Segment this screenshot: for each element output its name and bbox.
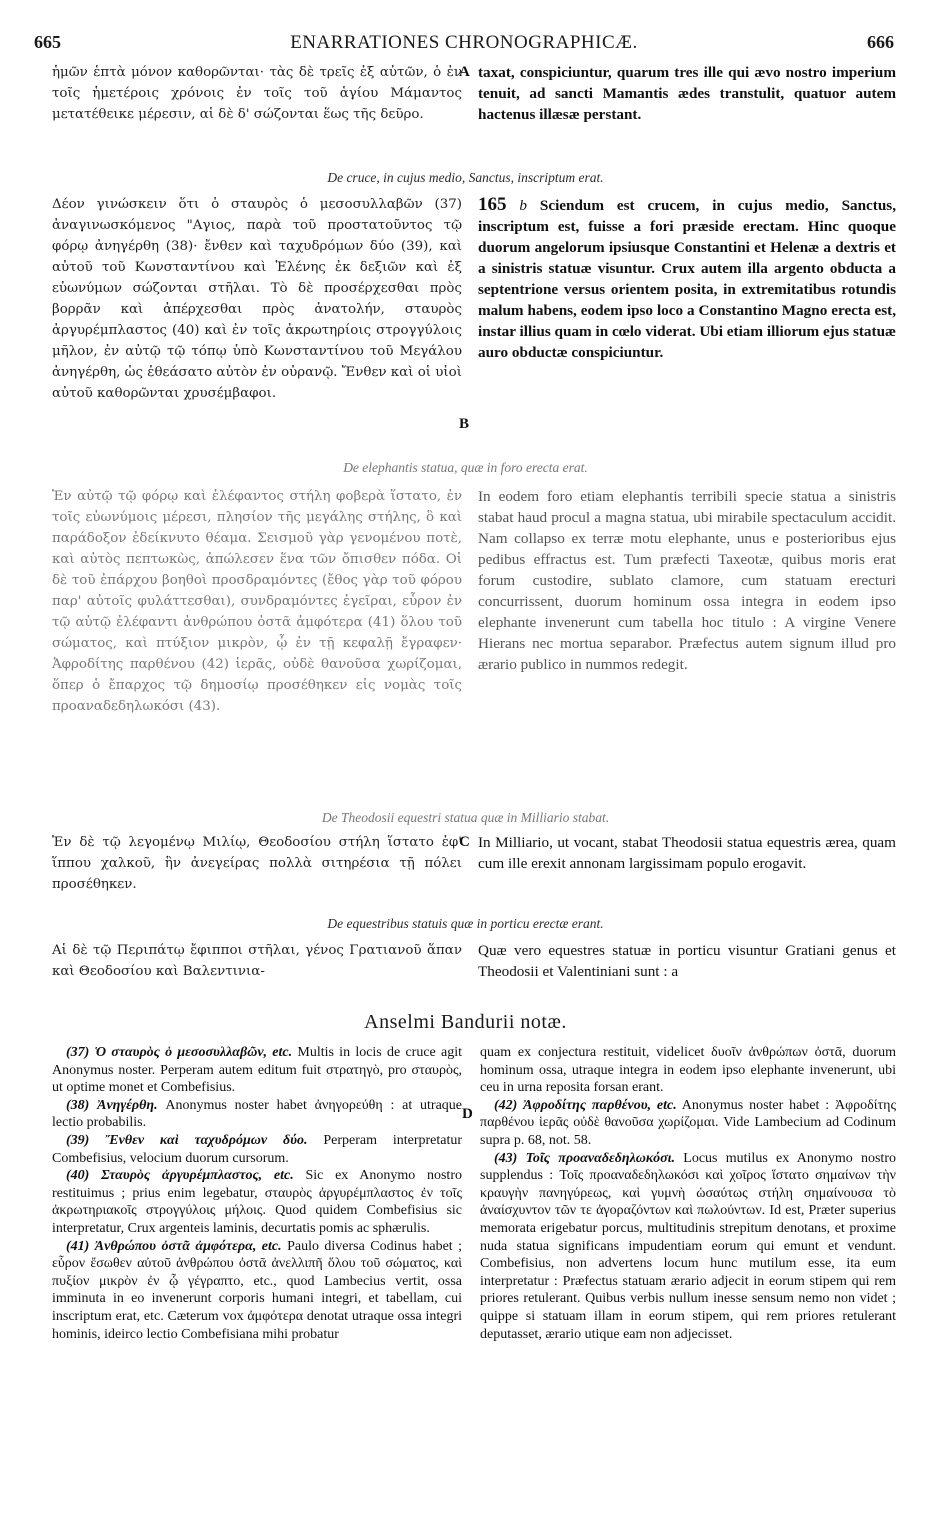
note-text: quam ex conjectura restituit, videlicet δυοῖν ἀνθρώπων ὀστᾶ, duorum hominum ossa, utraque integra in eodem ipso elephante invenerunt, ubi ceu in urna reposita forsan erant. (480, 1045, 896, 1096)
note-41-continued (480, 1044, 896, 1097)
section-heading-theodosius: De Theodosii equestri statua quæ in Milliario stabat. (321, 810, 610, 825)
note-39 (52, 1132, 462, 1167)
margin-letter-a: A (459, 64, 470, 80)
passage3-latin: In eodem foro etiam elephantis terribili specie statua a sinistris stabat haud procul a magna statua, ubi mirabile spectaculum accidit. Nam collapso ex terræ motu elephante, unus e posterioribus ejus pedibus effractus est. Tum præfecti Taxeotæ, quibus moris erat forum custodire, sublato clamore, cum statuam erecturi concurrissent, duorum hominum ossa integra in eodem ipso elephante invenerunt cum tabella hoc titulo : A virgine Venere Hierans nec mortua separabor. Præfectus autem signum illud pro ærario publico in nummos redegit. (478, 488, 896, 673)
note-text: Perperam interpretatur Combefisius, velocium duorum cursorum. (52, 1132, 463, 1166)
section-heading-porticus: De equestribus statuis quæ in porticu erectæ erant. (327, 916, 604, 931)
note-label: (43) Τοῖς προαναδεδηλωκόσι. (494, 1150, 676, 1166)
running-title: ENARRATIONES CHRONOGRAPHICÆ. (290, 32, 638, 53)
note-text: Anonymus noster habet ἀνηγορεύθη : at utraque lectio probabilis. (52, 1097, 462, 1131)
note-text: Sic ex Anonymo nostro restituimus ; prius enim legebatur, σταυρὸς ἀργυρέμπλαστος ἐν τοῖς ἀκρωτηριακοῖς στρογγύλοις μήλοις. Quod quidem Combefisius sic interpretatur, Crux argenteis laminis, decurtatis pomis ac sphærulis. (52, 1168, 462, 1236)
passage1-greek: ἡμῶν ἑπτὰ μόνον καθορῶνται· τὰς δὲ τρεῖς ἐξ αὐτῶν, ὁ ἐν τοῖς ἡμετέροις χρόνοις ἐν τοῖς τοῦ ἁγίου Μάμαντος μετατέθεικε μέρεσιν, αἱ δὲ δ' σώζονται ἕως τῆς δεῦρο. (52, 65, 462, 122)
note-41 (52, 1238, 462, 1344)
note-text: Paulo diversa Codinus habet ; εὗρον ἔσωθεν αὐτοῦ ἀνθρώπου ὀστᾶ ἀνελλιπῆ ὅλου τοῦ σώματος, καὶ πυξίον μικρὸν ἐν ᾧ γέγραπτο, etc., quod Lambecius vertit, ossa imminuta in eo invenerunt corporis humani integri, et tabellam, cui inscriptum erat, etc. Cæterum vox ἀμφότερα denotat utraque ossa integri hominis, ideirco lectio Combefisiana mihi probatur (52, 1238, 463, 1342)
note-label: (40) Σταυρὸς ἀργυρέμπλαστος, etc. (66, 1168, 294, 1184)
note-40 (52, 1167, 462, 1237)
passage2-latin: Sciendum est crucem, in cujus medio, Sanctus, inscriptum est, fuisse a fori præside erectam. Hinc quoque duorum angelorum ipsiusque Constantini et Helenæ a dextris et a sinistris statuæ visuntur. Crux autem illa argento obducta a septentrione versus orientem posita, in extremitatibus rotundis malum habens, eodem ipso loco a Constantino Magno erecta est, instar illius quam in cœlo viderat. Ubi etiam illiorum ejus statuæ auro obductæ conspiciuntur. (478, 197, 897, 361)
note-37 (52, 1044, 462, 1097)
note-label: (38) Ἀνηγέρθη. (66, 1097, 158, 1113)
note-text: Anonymus noster habet : Ἀφροδίτης παρθένου ἱερᾶς οὐδὲ θανοῦσα χωρίζομαι. Vide Lambecium ad Codinum supra p. 68, not. 58. (480, 1097, 896, 1148)
note-label: (42) Ἀφροδίτης παρθένου, etc. (494, 1097, 677, 1113)
note-text: Locus mutilus ex Anonymo nostro supplendus : Τοῖς προαναδεδηλωκόσι καὶ χοῖρος ἵστατο σημαίνων τὴν κραυγὴν πανηγύρεως, καὶ γυμνὴ ὡσαύτως στήλη σημαίνουσα τὸ ἀναίσχυντον τῶν τε ἀγοραζόντων καὶ πωλούντων. Id est, Præter superius memorata erigebatur porcus, multitudinis strepitum denotans, et proxime nuda statua significans impudentiam eorum qui emunt et vendunt. Combefisius, non advertens locum hunc mutilum esse, ita eum interpretatur : Præfectus statuam ærario adjecit in eorum stipem qui rem priores retulerant. Quibus verbis nullum inesse sensum nemo non videt ; quippe si statuam illam in eorum stipem, qui rem priores retulerant deputasset, ærario utique eam non adjecisset. (480, 1150, 896, 1342)
note-42 (480, 1097, 896, 1150)
notes-right-column (480, 1044, 896, 1343)
passage1-latin: taxat, conspiciuntur, quarum tres ille qui ævo nostro imperium tenuit, ad sancti Mamantis ædes transtulit, quatuor autem hactenus illæsæ perstant. (478, 64, 896, 123)
passage3-greek: Ἐν αὐτῷ τῷ φόρῳ καὶ ἐλέφαντος στήλη φοβερὰ ἵστατο, ἐν τοῖς εὐωνύμοις μέρεσι, πλησίον τῆς μεγάλης στήλης, ὃ καὶ παράδοξον ἐδείκνυτο θέαμα. Σεισμοῦ γὰρ γενομένου ποτὲ, καὶ αὐτὸς πεπτωκὼς, ἀπώλεσεν ἕνα τῶν ὄπισθεν πόδα. Οἱ δὲ τοῦ ἐπάρχου βοηθοὶ προσδραμόντες (ἔθος γὰρ τοῦ φόρου παρ' αὐτοῖς φυλάττεσθαι), συνδραμόντες ἐγεῖραι, εὗρον ἐν τῷ αὐτῷ ἐλέφαντι ἀνθρώπου ὀστᾶ ἀμφότερα (41) ὅλου τοῦ σώματος, καὶ πτύξιον μικρὸν, ᾧ ἐν τῇ κεφαλῇ ἔγραφεν· Ἀφροδίτης παρθένου (42) ἱερᾶς, οὐδὲ θανοῦσα χωρίζομαι, ὅπερ ὁ ἔπαρχος τῷ δημοσίῳ προσέθηκεν εἰς νομὰς τοῖς προαναδεδηλωκόσι (43). (52, 489, 462, 714)
margin-letter-d: D (462, 1106, 473, 1122)
notes-left-column (52, 1044, 462, 1343)
note-38 (52, 1097, 462, 1132)
notes-title: Anselmi Bandurii notæ. (364, 1011, 567, 1033)
margin-letter-c: C (459, 834, 470, 850)
page-number-left: 665 (34, 32, 61, 52)
note-label: (41) Ἀνθρώπου ὀστᾶ ἀμφότερα, etc. (66, 1238, 282, 1254)
page-header (34, 32, 894, 58)
page-number-right: 666 (867, 32, 894, 52)
column-number: 165 (478, 194, 507, 215)
passage5-greek: Αἱ δὲ τῷ Περιπάτῳ ἔφιπποι στῆλαι, γένος Γρατιανοῦ ἅπαν καὶ Θεοδοσίου καὶ Βαλεντινια- (52, 943, 462, 979)
passage2-latin-block (478, 194, 896, 363)
passage4-greek: Ἐν δὲ τῷ λεγομένῳ Μιλίῳ, Θεοδοσίου στήλη ἵστατο ἐφ' ἵππου χαλκοῦ, ἣν ἀνεγείρας πολλὰ σιτηρέσια τῇ πόλει προσέθηκεν. (52, 835, 462, 892)
note-43 (480, 1150, 896, 1344)
note-text: Multis in locis de cruce agit Anonymus noster. Perperam autem editum fuit στρατηγὸ, pro σταυρὸς, ut optime monet et Combefisius. (52, 1045, 462, 1096)
margin-letter-b: B (459, 416, 470, 432)
section-heading-elephant: De elephantis statua, quæ in foro erecta erat. (343, 460, 588, 475)
note-label: (39) Ἔνθεν καὶ ταχυδρόμων δύο. (66, 1132, 308, 1148)
passage5-latin: Quæ vero equestres statuæ in porticu visuntur Gratiani genus et Theodosii et Valentiniani sunt : a (478, 942, 896, 980)
signature-mark: b (519, 197, 527, 214)
note-label: (37) Ὁ σταυρὸς ὁ μεσοσυλλαβῶν, etc. (66, 1045, 293, 1060)
passage4-latin: In Milliario, ut vocant, stabat Theodosii statua equestris ærea, quam cum ille erexit annonam largissimam populo erogavit. (478, 834, 896, 872)
section-heading-cross: De cruce, in cujus medio, Sanctus, inscriptum erat. (327, 170, 604, 185)
passage2-greek: Δέον γινώσκειν ὅτι ὁ σταυρὸς ὁ μεσοσυλλαβῶν (37) ἀναγινωσκόμενος "Αγιος, παρὰ τοῦ προστατοῦντος τῷ φόρῳ ἀνηγέρθη (38)· ἔνθεν καὶ ταχυδρόμων δύο (39), καὶ αὐτοῦ τοῦ Κωνσταντίνου καὶ Ἑλένης ἐκ δεξιῶν καὶ ἐξ εὐωνύμων σώζονται στῆλαι. Τὸ δὲ προσέρχεσθαι πρὸς βορρᾶν καὶ ἀπέρχεσθαι πρὸς ἀνατολήν, σταυρὸς ἀργυρέμπλαστος (40) καὶ ἐν τοῖς ἀκρωτηρίοις στρογγύλοις μῆλον, ἐν αὐτῷ τῷ τόπῳ ὑπὸ Κωνσταντίνου τοῦ Μεγάλου ἀνηγέρθη, ὡς ἐθεάσατο αὐτὸν ἐν οὐρανῷ. Ἔνθεν καὶ οἱ υἱοὶ αὐτοῦ καθορῶνται χρυσέμβαφοι. (52, 197, 462, 401)
